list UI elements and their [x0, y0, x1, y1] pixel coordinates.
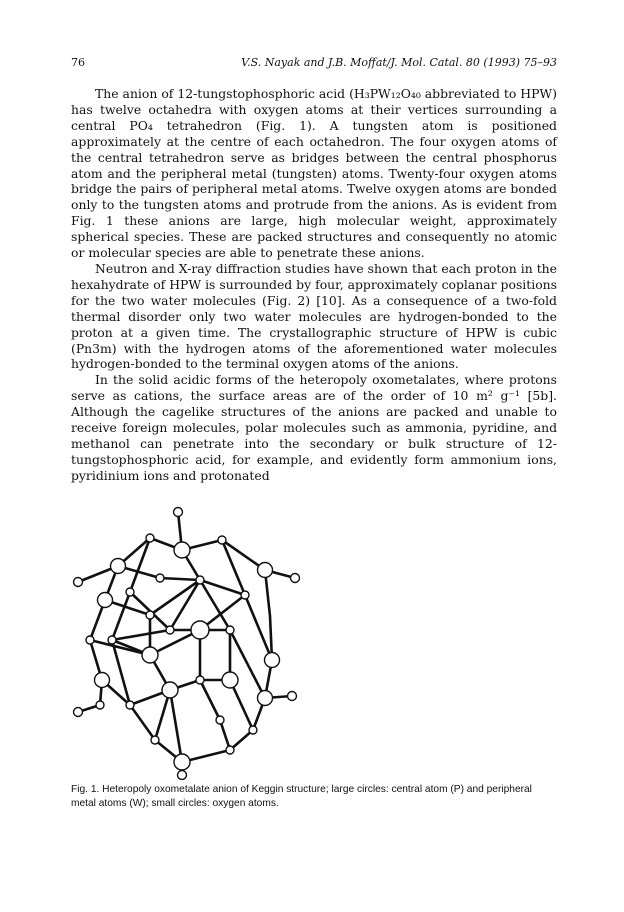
page-header — [71, 56, 557, 72]
page-number: 76 — [71, 56, 85, 69]
keggin-structure-figure — [60, 500, 330, 780]
body-text — [71, 86, 557, 484]
running-head: V.S. Nayak and J.B. Moffat/J. Mol. Catal. 80 (1993) 75–93 — [241, 56, 557, 69]
figure-caption: Fig. 1. Heteropoly oxometalate anion of Keggin structure; large circles: central atom (P) and peripheral metal atoms (W); small circles: oxygen atoms. — [71, 784, 532, 809]
paragraph-1: The anion of 12-tungstophosphoric acid (H₃PW₁₂O₄₀ abbreviated to HPW) has twelve octahedra with oxygen atoms at their vertices surrounding a central PO₄ tetrahedron (Fig. 1). A tungsten atom is positioned approximately at the centre of each octahedron. The four oxygen atoms of the central tetrahedron serve as bridges between the central phosphorus atom and the peripheral metal (tungsten) atoms. Twenty-four oxygen atoms bridge the pairs of peripheral metal atoms. Twelve oxygen atoms are bonded only to the tungsten atoms and protrude from the anions. As is evident from Fig. 1 these anions are large, high molecular weight, approximately spherical species. These are packed structures and consequently no atomic or molecular species are able to penetrate these anions. — [71, 86, 557, 261]
paragraph-3: In the solid acidic forms of the heteropoly oxometalates, where protons serve as cations, the surface areas are of the order of 10 m² g⁻¹ [5b]. Although the cagelike structures of the anions are packed and unable to receive foreign molecules, polar molecules such as ammonia, pyridine, and methanol can penetrate into the secondary or bulk structure of 12-tungstophosphoric acid, for example, and evidently form ammonium ions, pyridinium ions and protonated — [71, 372, 557, 483]
paragraph-2: Neutron and X-ray diffraction studies have shown that each proton in the hexahydrate of HPW is surrounded by four, approximately coplanar positions for the two water molecules (Fig. 2) [10]. As a consequence of a two-fold thermal disorder only two water molecules are hydrogen-bonded to the proton at a given time. The crystallographic structure of HPW is cubic (Pn3m) with the hydrogen atoms of the aforementioned water molecules hydrogen-bonded to the terminal oxygen atoms of the anions. — [71, 260, 557, 372]
